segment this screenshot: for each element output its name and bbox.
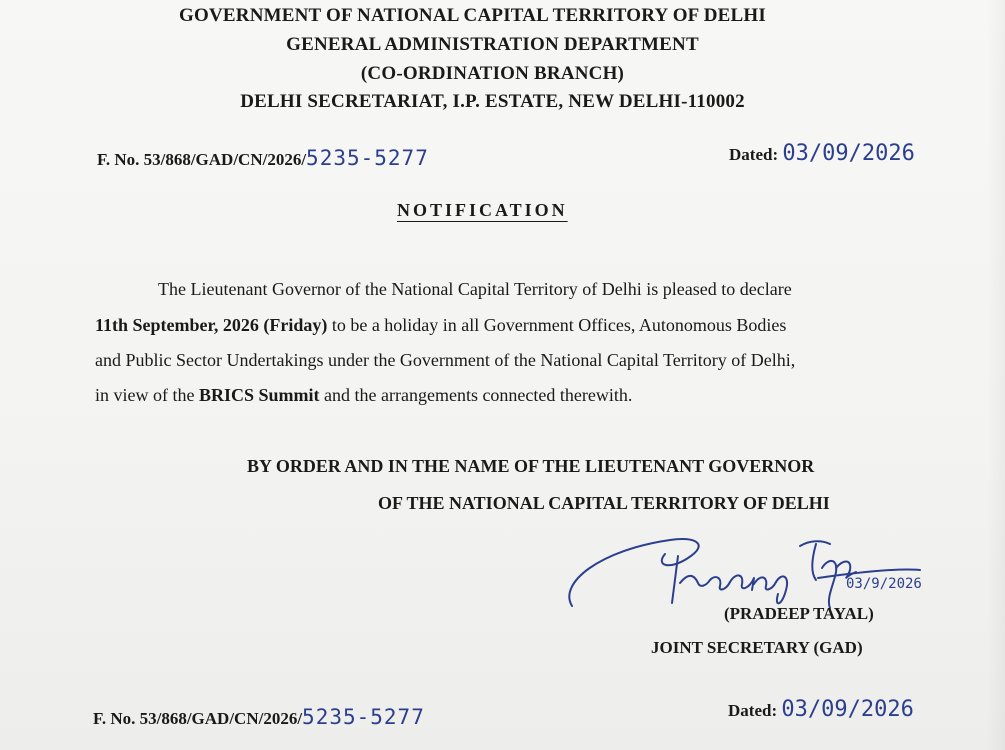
top-file-number-handwritten: 5235-5277 (306, 146, 429, 170)
signature-date-note: 03/9/2026 (846, 576, 922, 592)
header-government: GOVERNMENT OF NATIONAL CAPITAL TERRITORY OF DELHI (179, 5, 766, 26)
notification-title: NOTIFICATION (397, 200, 568, 220)
header-branch: (CO-ORDINATION BRANCH) (360, 63, 625, 84)
signatory-name: (PRADEEP TAYAL) (724, 604, 874, 623)
body-line-4-post: and the arrangements connected therewith. (319, 385, 633, 405)
order-line-2: OF THE NATIONAL CAPITAL TERRITORY OF DELHI (378, 493, 830, 513)
signature-scrawl (560, 528, 960, 613)
bottom-file-number (93, 705, 425, 729)
bottom-dated (728, 697, 914, 722)
body-line-2 (95, 315, 786, 336)
bottom-dated-handwritten: 03/09/2026 (781, 697, 914, 722)
top-dated (729, 141, 915, 166)
header-address: DELHI SECRETARIAT, I.P. ESTATE, NEW DELHI-110002 (240, 91, 745, 112)
bottom-file-number-handwritten: 5235-5277 (302, 705, 425, 729)
body-line-4-pre: in view of the (95, 385, 199, 405)
event-name: BRICS Summit (198, 385, 320, 405)
top-file-number-label: F. No. 53/868/GAD/CN/2026/ (97, 150, 307, 169)
page-edge-shadow (987, 0, 1005, 750)
order-line-1: BY ORDER AND IN THE NAME OF THE LIEUTENANT GOVERNOR (247, 456, 815, 476)
body-line-1: The Lieutenant Governor of the National Capital Territory of Delhi is pleased to declare (158, 279, 792, 299)
body-line-3: and Public Sector Undertakings under the Government of the National Capital Territory of Delhi, (95, 350, 796, 370)
body-line-4 (95, 385, 632, 406)
bottom-dated-label: Dated: (728, 701, 778, 720)
top-dated-handwritten: 03/09/2026 (782, 141, 915, 166)
top-file-number (97, 146, 429, 170)
header-department: GENERAL ADMINISTRATION DEPARTMENT (286, 34, 699, 55)
body-line-2-rest: to be a holiday in all Government Offices, Autonomous Bodies (327, 315, 787, 335)
holiday-date: 11th September, 2026 (Friday) (95, 315, 328, 335)
top-dated-label: Dated: (729, 145, 779, 164)
signatory-designation: JOINT SECRETARY (GAD) (651, 638, 863, 657)
bottom-file-number-label: F. No. 53/868/GAD/CN/2026/ (93, 709, 303, 728)
